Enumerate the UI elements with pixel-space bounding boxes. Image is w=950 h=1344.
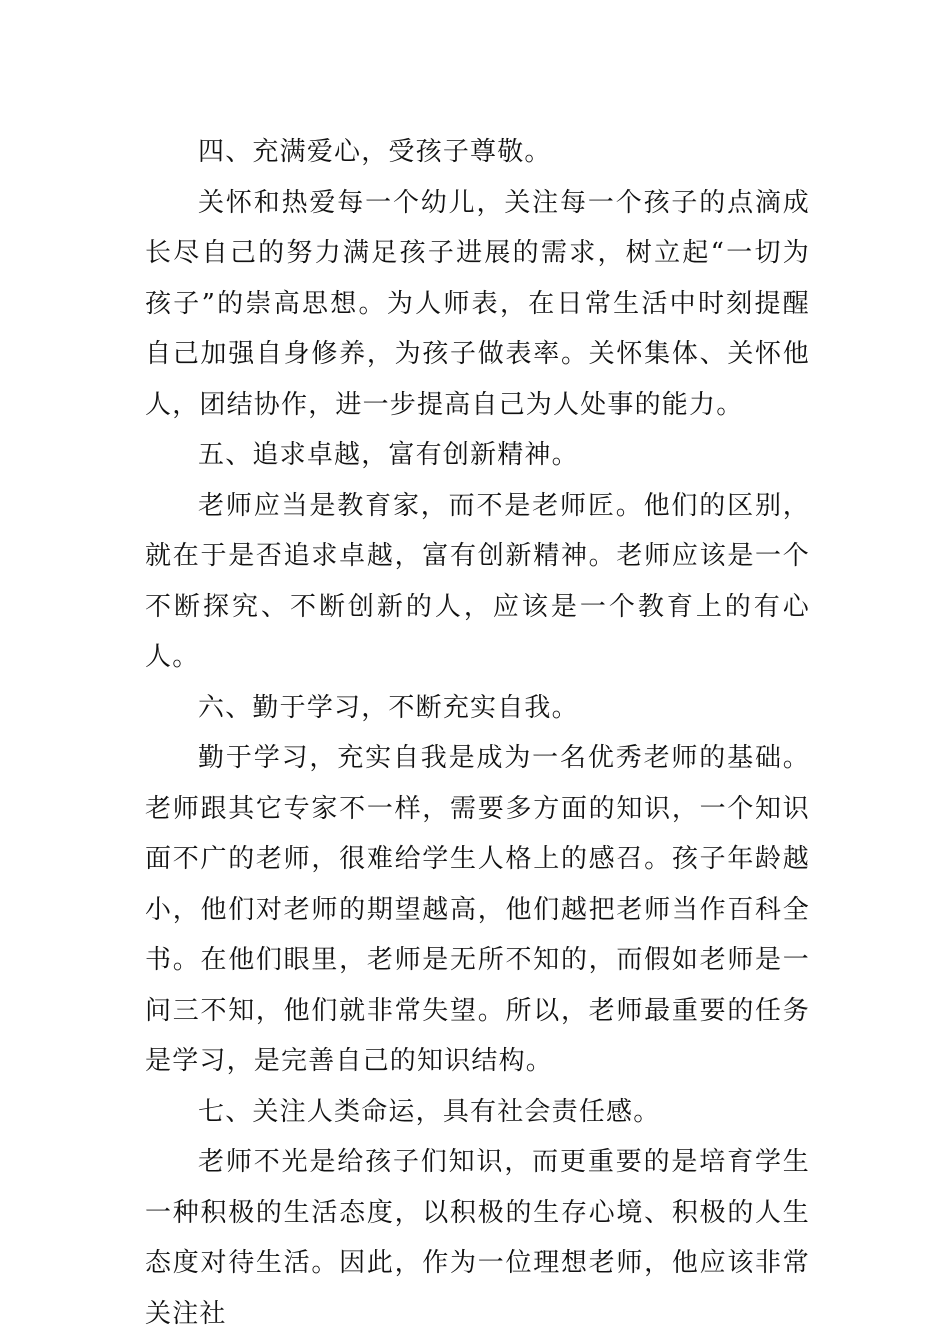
section-heading-4: 四、充满爱心，受孩子尊敬。	[198, 137, 552, 167]
body-paragraph: 老师应当是教育家，而不是老师匠。他们的区别，就在于是否追求卓越，富有创新精神。老师应该是一个不断探究、不断创新的人，应该是一个教育上的有心人。	[145, 490, 810, 672]
document-body	[145, 127, 810, 1339]
section-heading-6: 六、勤于学习，不断充实自我。	[198, 692, 579, 723]
body-paragraph: 老师不光是给孩子们知识，而更重要的是培育学生一种积极的生活态度，以积极的生存心境、积极的人生态度对待生活。因此，作为一位理想老师，他应该非常关注社	[145, 1147, 810, 1329]
body-paragraph: 关怀和热爱每一个幼儿，关注每一个孩子的点滴成长尽自己的努力满足孩子进展的需求，树立起“一切为孩子”的崇高思想。为人师表，在日常生活中时刻提醒自己加强自身修养，为孩子做表率。关怀集体、关怀他人，团结协作，进一步提高自己为人处事的能力。	[145, 187, 810, 420]
body-paragraph: 勤于学习，充实自我是成为一名优秀老师的基础。老师跟其它专家不一样，需要多方面的知识，一个知识面不广的老师，很难给学生人格上的感召。孩子年龄越小，他们对老师的期望越高，他们越把老师当作百科全书。在他们眼里，老师是无所不知的，而假如老师是一问三不知，他们就非常失望。所以，老师最重要的任务是学习，是完善自己的知识结构。	[145, 743, 810, 1076]
section-heading-7: 七、关注人类命运，具有社会责任感。	[198, 1096, 661, 1127]
section-heading-5: 五、追求卓越，富有创新精神。	[198, 440, 579, 470]
